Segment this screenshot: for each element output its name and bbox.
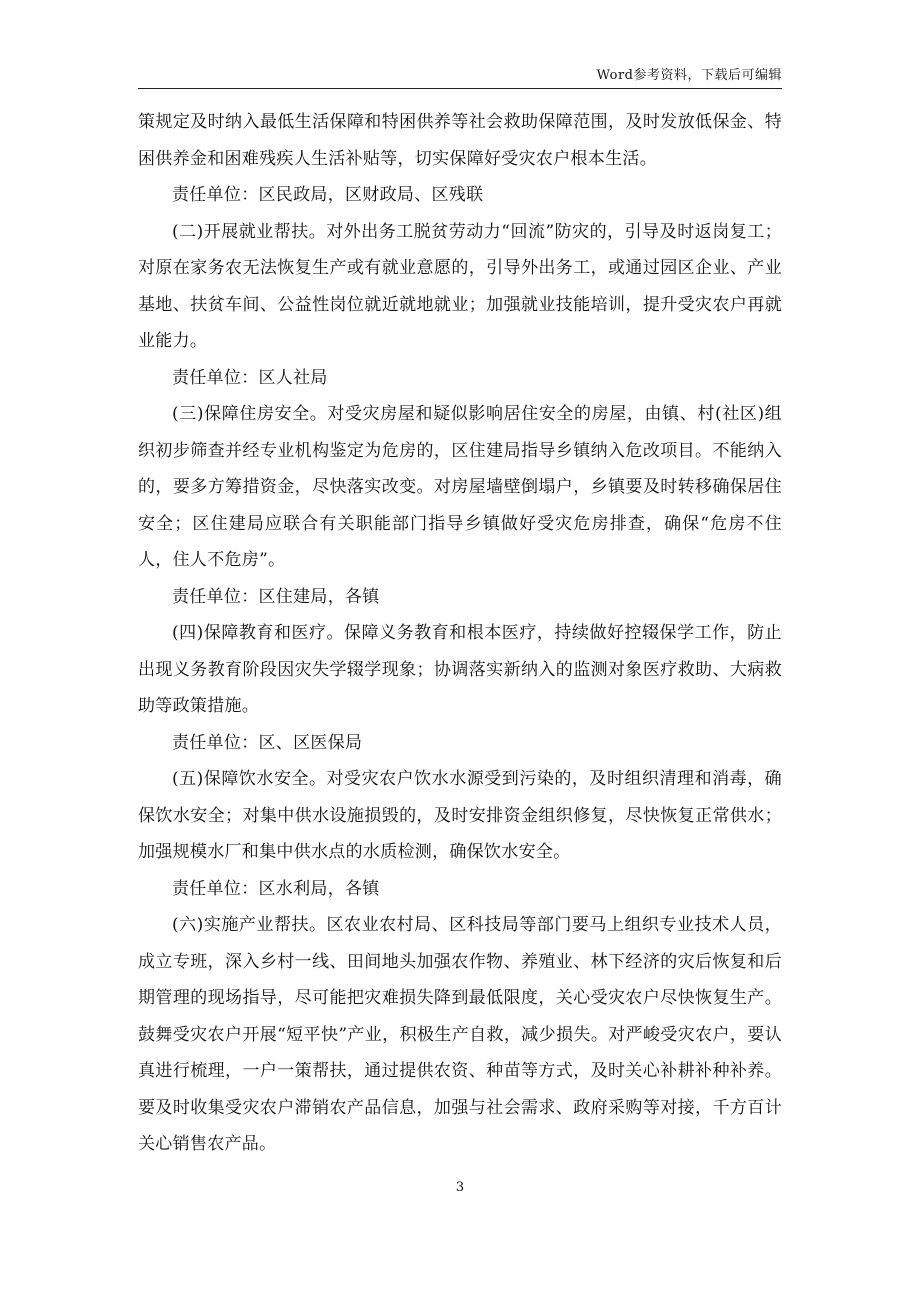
page-number: 3 (455, 1180, 465, 1195)
document-body (138, 104, 782, 1163)
responsible-unit-line: 责任单位：区、区医保局 (172, 732, 363, 753)
header-divider (138, 88, 782, 89)
responsible-unit-line: 责任单位：区人社局 (172, 367, 328, 388)
section-housing-safety: (三)保障住房安全。对受灾房屋和疑似影响居住安全的房屋，由镇、村(社区)组织初步筛查并经专业机构鉴定为危房的，区住建局指导乡镇纳入危改项目。不能纳入的，要多方筹措资金，尽快落实改变。对房屋墙壁倒塌户，乡镇要及时转移确保居住安全；区住建局应联合有关职能部门指导乡镇做好受灾危房排查，确保“危房不住人，住人不危房”。 (138, 404, 782, 570)
section-education-medical: (四)保障教育和医疗。保障义务教育和根本医疗，持续做好控辍保学工作，防止出现义务教育阶段因灾失学辍学现象；协调落实新纳入的监测对象医疗救助、大病救助等政策措施。 (138, 623, 782, 716)
section-industry-assistance: (六)实施产业帮扶。区农业农村局、区科技局等部门要马上组织专业技术人员，成立专班，深入乡村一线、田间地头加强农作物、养殖业、林下经济的灾后恢复和后期管理的现场指导，尽可能把灾难损失降到最低限度，关心受灾农户尽快恢复生产。鼓舞受灾农户开展“短平快”产业，积极生产自救，减少损失。对严峻受灾农户，要认真进行梳理，一户一策帮扶，通过提供农资、种苗等方式，及时关心补耕补种补养。要及时收集受灾农户滞销农产品信息，加强与社会需求、政府采购等对接，千方百计关心销售农产品。 (138, 915, 782, 1154)
section-drinking-water: (五)保障饮水安全。对受灾农户饮水水源受到污染的，及时组织清理和消毒，确保饮水安全；对集中供水设施损毁的，及时安排资金组织修复，尽快恢复正常供水；加强规模水厂和集中供水点的水质检测，确保饮水安全。 (138, 769, 782, 862)
responsible-unit-line: 责任单位：区民政局，区财政局、区残联 (172, 185, 484, 205)
responsible-unit-line: 责任单位：区住建局，各镇 (172, 586, 380, 607)
responsible-unit-line: 责任单位：区水利局，各镇 (172, 878, 380, 899)
page-header: Word参考资料，下载后可编辑 (596, 68, 782, 83)
section-employment-assistance: (二)开展就业帮扶。对外出务工脱贫劳动力“回流”防灾的，引导及时返岗复工；对原在家务农无法恢复生产或有就业意愿的，引导外出务工，或通过园区企业、产业基地、扶贫车间、公益性岗位就近就地就业；加强就业技能培训，提升受灾农户再就业能力。 (138, 221, 782, 351)
paragraph-continuation: 策规定及时纳入最低生活保障和特困供养等社会救助保障范围，及时发放低保金、特困供养金和困难残疾人生活补贴等，切实保障好受灾农户根本生活。 (138, 112, 782, 169)
